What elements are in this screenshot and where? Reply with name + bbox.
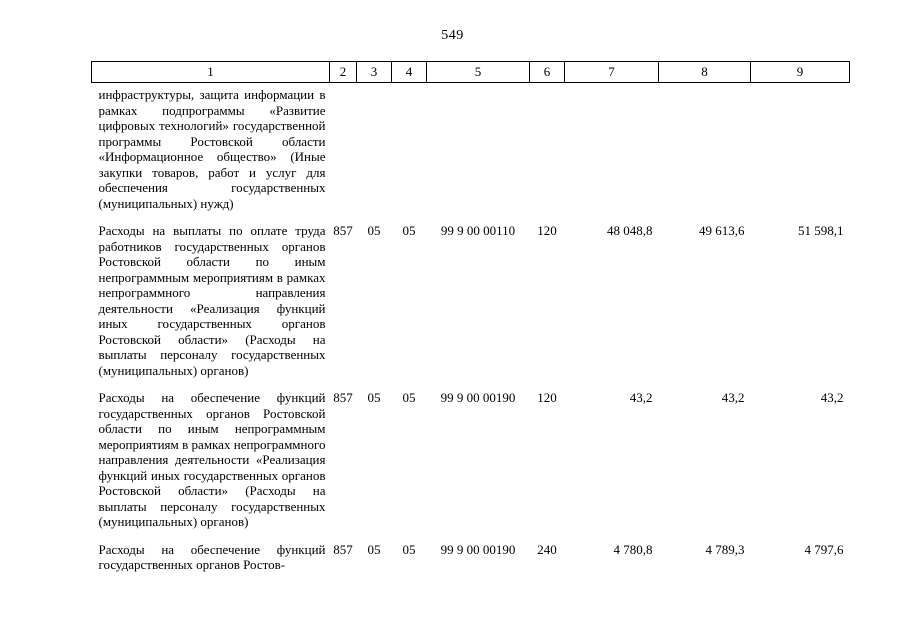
cell-subsection: 05 (402, 541, 416, 557)
column-header-3: 3 (357, 62, 392, 83)
cell-section: 05 (367, 390, 381, 405)
cell-amount-year2: 4 789,3 (705, 541, 745, 557)
cell-section: 05 (367, 541, 381, 557)
cell-target-article: 99 9 00 00110 (440, 223, 516, 238)
budget-table (91, 61, 850, 573)
column-header-5: 5 (427, 62, 530, 83)
cell-section: 05 (367, 223, 381, 238)
cell-target-article: 99 9 00 00190 (440, 541, 516, 557)
continuation-row (92, 83, 850, 212)
cell-amount-year1: 48 048,8 (607, 223, 653, 238)
cell-amount-year3: 4 797,6 (804, 541, 844, 557)
continuation-description: инфраструктуры, защита информации в рамках подпрограммы «Развитие цифровых технологий» государственной программы Ростовской области «Информационное общество» (Иные закупки товаров, работ и услуг для обеспечения государственных (муниципальных) нужд) (98, 87, 326, 211)
budget-table-container (91, 61, 849, 573)
cell-subsection: 05 (402, 390, 416, 405)
cell-target-article: 99 9 00 00190 (440, 390, 516, 405)
cell-amount-year3: 51 598,1 (798, 223, 844, 238)
cell-amount-year1: 4 780,8 (613, 541, 653, 557)
column-header-6: 6 (530, 62, 565, 83)
table-row (92, 540, 850, 573)
cell-amount-year1: 43,2 (629, 390, 653, 405)
cell-amount-year2: 43,2 (721, 390, 745, 405)
column-number-header-row (92, 62, 850, 83)
table-row (92, 388, 850, 530)
cell-ministry-code: 857 (333, 390, 353, 405)
cell-amount-year3: 43,2 (820, 390, 844, 405)
cell-expense-type: 240 (537, 541, 557, 557)
page-number: 549 (441, 28, 464, 43)
column-header-1: 1 (92, 62, 330, 83)
row-description: Расходы на обеспечение функций государственных органов Ростовской области по иным непрограммным мероприятиям в рамках непрограммного направления деятельности «Реализация функций иных государственных органов Ростовской области» (Расходы на выплаты персоналу государственных (муниципальных) органов) (98, 390, 326, 529)
row-description: Расходы на обеспечение функций государственных органов Ростов- (98, 541, 326, 572)
column-header-8: 8 (659, 62, 751, 83)
column-header-7: 7 (565, 62, 659, 83)
row-description: Расходы на выплаты по оплате труда работников государственных органов Ростовской области по иным непрограммным мероприятиям в рамках непрограммного направления деятельности «Реализация функций иных государственных органов Ростовской области» (Расходы на выплаты персоналу государственных (муниципальных) органов) (98, 223, 326, 378)
column-header-9: 9 (751, 62, 850, 83)
cell-ministry-code: 857 (333, 223, 353, 238)
cell-ministry-code: 857 (333, 541, 353, 557)
cell-subsection: 05 (402, 223, 416, 238)
cell-amount-year2: 49 613,6 (699, 223, 745, 238)
column-header-2: 2 (330, 62, 357, 83)
column-header-4: 4 (392, 62, 427, 83)
cell-expense-type: 120 (537, 390, 557, 405)
table-row (92, 221, 850, 378)
cell-expense-type: 120 (537, 223, 557, 238)
